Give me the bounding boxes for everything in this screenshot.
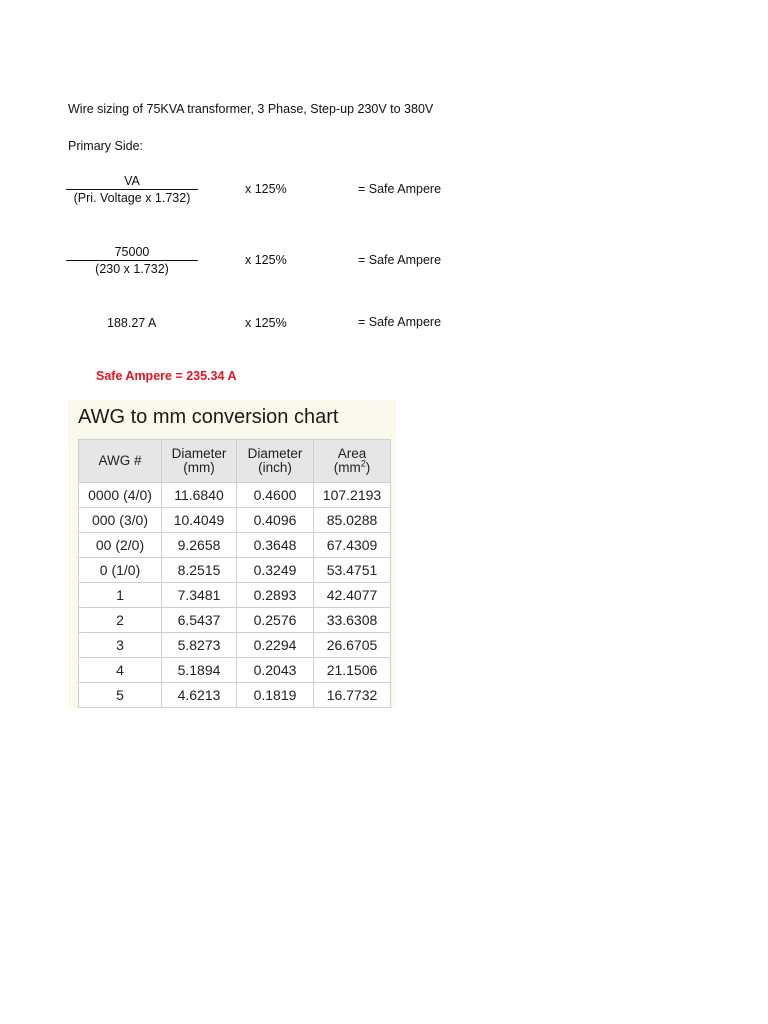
- table-row: [79, 633, 391, 658]
- table-row: [79, 558, 391, 583]
- table-row: [79, 658, 391, 683]
- cell-awg: 1: [79, 583, 162, 608]
- header-area: Area $(mm^2)$: [314, 440, 391, 483]
- cell-diameter-mm: 5.8273: [162, 633, 237, 658]
- cell-diameter-mm: 4.6213: [162, 683, 237, 708]
- chart-title: AWG to mm conversion chart: [78, 406, 339, 428]
- fraction-numerator: VA: [124, 174, 140, 188]
- multiplier-text: x 125%: [245, 316, 287, 330]
- cell-diameter-mm: 5.1894: [162, 658, 237, 683]
- table-row: [79, 533, 391, 558]
- document-title: Wire sizing of 75KVA transformer, 3 Phase, Step-up 230V to 380V: [68, 102, 434, 116]
- cell-diameter-mm: 6.5437: [162, 608, 237, 633]
- cell-awg: 4: [79, 658, 162, 683]
- cell-diameter-inch: 0.2043: [237, 658, 314, 683]
- cell-diameter-inch: 0.1819: [237, 683, 314, 708]
- fraction-numerator: 75000: [114, 245, 150, 259]
- cell-diameter-inch: 0.3249: [237, 558, 314, 583]
- cell-area: 33.6308: [314, 608, 391, 633]
- awg-conversion-chart: [68, 400, 396, 708]
- cell-area: 107.2193: [314, 483, 391, 508]
- awg-table: [78, 439, 391, 708]
- cell-diameter-mm: 8.2515: [162, 558, 237, 583]
- table-row: [79, 683, 391, 708]
- safe-ampere-result: Safe Ampere = 235.34 A: [96, 369, 237, 383]
- cell-diameter-inch: 0.3648: [237, 533, 314, 558]
- fraction-denominator: (Pri. Voltage x 1.732): [73, 191, 191, 205]
- multiplier-text: x 125%: [245, 182, 287, 196]
- cell-diameter-mm: 10.4049: [162, 508, 237, 533]
- table-body: [79, 483, 391, 708]
- cell-area: 21.1506: [314, 658, 391, 683]
- section-heading: Primary Side:: [68, 139, 144, 153]
- multiplier-text: x 125%: [245, 253, 287, 267]
- cell-diameter-inch: 0.2576: [237, 608, 314, 633]
- result-label: = Safe Ampere: [358, 315, 442, 329]
- cell-diameter-inch: 0.4600: [237, 483, 314, 508]
- cell-area: 42.4077: [314, 583, 391, 608]
- computed-current: 188.27 A: [107, 316, 157, 330]
- cell-awg: 000 (3/0): [79, 508, 162, 533]
- table-header-row: [79, 440, 391, 483]
- result-label: = Safe Ampere: [358, 253, 442, 267]
- cell-diameter-mm: 7.3481: [162, 583, 237, 608]
- cell-area: 67.4309: [314, 533, 391, 558]
- table-row: [79, 508, 391, 533]
- cell-awg: 2: [79, 608, 162, 633]
- cell-awg: 0 (1/0): [79, 558, 162, 583]
- cell-awg: 00 (2/0): [79, 533, 162, 558]
- table-row: [79, 583, 391, 608]
- cell-diameter-inch: 0.4096: [237, 508, 314, 533]
- table-row: [79, 483, 391, 508]
- result-label: = Safe Ampere: [358, 182, 442, 196]
- header-diameter-mm: Diameter (mm): [162, 440, 237, 483]
- cell-area: 16.7732: [314, 683, 391, 708]
- fraction-formula: [66, 173, 198, 206]
- header-awg: AWG #: [79, 440, 162, 483]
- cell-area: 26.6705: [314, 633, 391, 658]
- cell-diameter-inch: 0.2294: [237, 633, 314, 658]
- header-diameter-inch: Diameter (inch): [237, 440, 314, 483]
- fraction-denominator: (230 x 1.732): [95, 262, 169, 276]
- cell-diameter-mm: 9.2658: [162, 533, 237, 558]
- cell-awg: 5: [79, 683, 162, 708]
- cell-area: 53.4751: [314, 558, 391, 583]
- table-row: [79, 608, 391, 633]
- cell-diameter-inch: 0.2893: [237, 583, 314, 608]
- fraction-values: [66, 244, 198, 277]
- cell-awg: 3: [79, 633, 162, 658]
- cell-area: 85.0288: [314, 508, 391, 533]
- cell-diameter-mm: 11.6840: [162, 483, 237, 508]
- cell-awg: 0000 (4/0): [79, 483, 162, 508]
